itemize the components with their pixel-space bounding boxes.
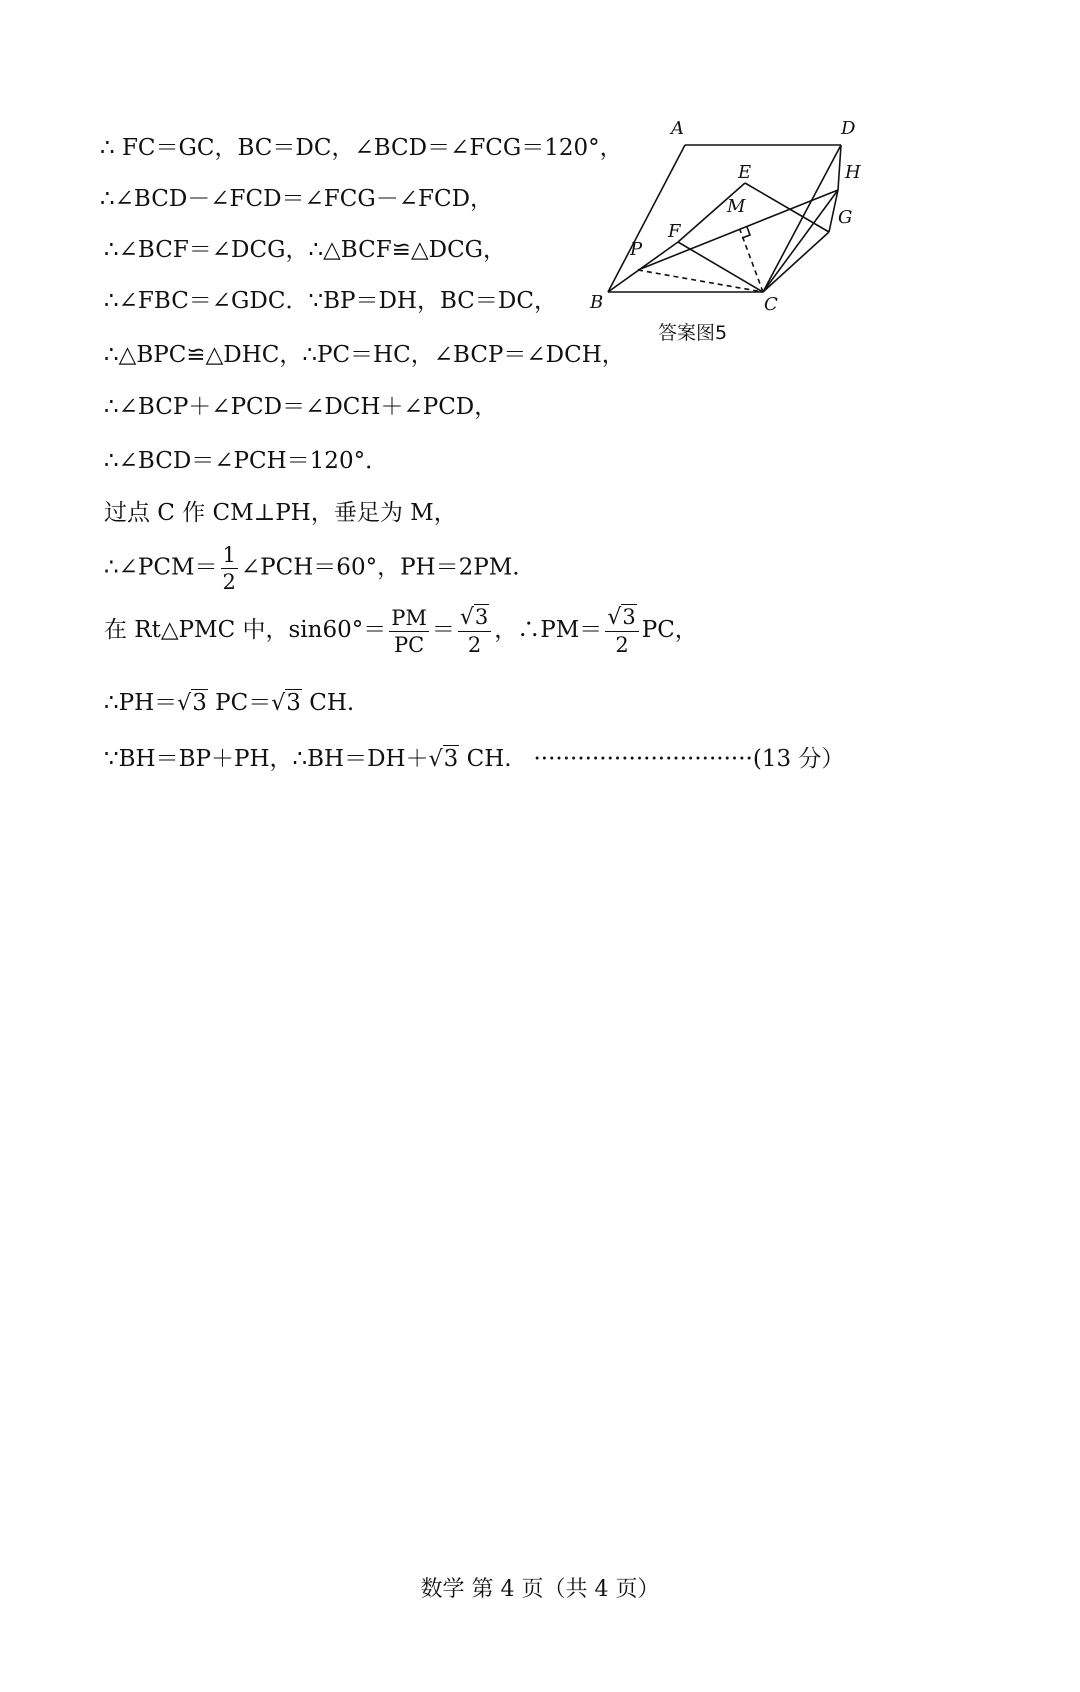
label-a: A — [671, 120, 684, 139]
radicand: 3 — [286, 690, 301, 716]
label-c: C — [764, 294, 778, 315]
label-b: B — [590, 292, 604, 313]
label-d: D — [841, 120, 856, 139]
radicand: 3 — [192, 690, 207, 716]
fraction-denominator: 2 — [467, 633, 482, 657]
radical-sign: √ — [428, 747, 443, 772]
label-p: P — [630, 239, 643, 260]
edge-ab — [608, 145, 685, 292]
line9-suffix: ∠PCH＝60°，PH＝2PM. — [240, 554, 520, 581]
solution-line-4: ∴∠FBC＝∠GDC．∵BP＝DH，BC＝DC， — [104, 288, 557, 314]
radicand: 3 — [474, 605, 489, 629]
edge-dh — [838, 145, 841, 190]
line11-mid: PC＝ — [215, 690, 272, 716]
edge-bf — [608, 242, 678, 292]
line11-prefix: ∴PH＝ — [104, 690, 178, 716]
equals-sign: ＝ — [431, 617, 455, 643]
line11-suffix: CH. — [309, 690, 355, 716]
fraction-denominator: 2 — [615, 633, 629, 657]
radicand: 3 — [443, 746, 459, 772]
score-dots: ······························ — [533, 746, 753, 772]
solution-line-9 — [104, 542, 520, 595]
fraction-denominator: PC — [393, 632, 425, 657]
label-m: M — [727, 196, 746, 217]
fraction-numerator — [605, 604, 638, 632]
fraction-sqrt3-2-b — [605, 604, 638, 658]
solution-line-5: ∴△BPC≌△DHC，∴PC＝HC，∠BCP＝∠DCH， — [104, 342, 625, 368]
fraction-denominator: 2 — [222, 570, 236, 594]
fraction-pm-pc — [389, 605, 429, 658]
fraction-half — [221, 542, 238, 595]
label-h: H — [845, 162, 861, 183]
line10-suffix: PC， — [641, 617, 698, 643]
radical-sign: √ — [271, 691, 286, 716]
solution-line-6: ∴∠BCP＋∠PCD＝∠DCH＋∠PCD， — [104, 394, 498, 420]
sqrt-3-b — [271, 688, 302, 719]
solution-line-1: ∴ FC＝GC，BC＝DC，∠BCD＝∠FCG＝120°， — [100, 135, 623, 161]
solution-line-3: ∴∠BCF＝∠DCG，∴△BCF≌△DCG， — [104, 237, 507, 263]
label-e: E — [738, 162, 752, 183]
solution-line-8: 过点 C 作 CM⊥PH，垂足为 M， — [104, 500, 457, 526]
figure-caption: 答案图5 — [658, 322, 728, 344]
sqrt-3 — [177, 688, 208, 719]
radical-sign: √ — [177, 691, 192, 716]
line12-prefix: ∵BH＝BP＋PH，∴BH＝DH＋ — [104, 746, 429, 772]
label-f: F — [668, 221, 681, 242]
geometry-figure — [580, 120, 880, 320]
edge-cg — [763, 232, 829, 292]
score-label: (13 分） — [752, 746, 845, 772]
radical-sign: √ — [459, 605, 474, 630]
solution-line-12 — [104, 744, 844, 775]
solution-line-7: ∴∠BCD＝∠PCH＝120°． — [104, 448, 389, 474]
line10-mid: ，∴PM＝ — [494, 617, 603, 643]
solution-line-11 — [104, 688, 354, 719]
solution-line-10 — [104, 604, 698, 658]
edge-dc — [763, 145, 841, 292]
radicand: 3 — [622, 605, 636, 629]
line9-prefix: ∴∠PCM＝ — [104, 554, 218, 581]
line10-prefix: 在 Rt△PMC 中，sin60°＝ — [104, 617, 387, 643]
line12-suffix: CH. — [466, 746, 512, 772]
solution-line-2: ∴∠BCD－∠FCD＝∠FCG－∠FCD， — [100, 186, 494, 212]
page-footer: 数学 第 4 页（共 4 页） — [420, 1577, 660, 1602]
fraction-numerator — [458, 604, 491, 632]
label-g: G — [838, 207, 853, 228]
fraction-numerator: PM — [391, 605, 427, 630]
fraction-sqrt3-2 — [458, 604, 491, 658]
sqrt-3 — [429, 744, 460, 775]
segment-cm — [740, 230, 763, 292]
radical-sign: √ — [607, 605, 622, 630]
fraction-numerator: 1 — [222, 543, 236, 567]
